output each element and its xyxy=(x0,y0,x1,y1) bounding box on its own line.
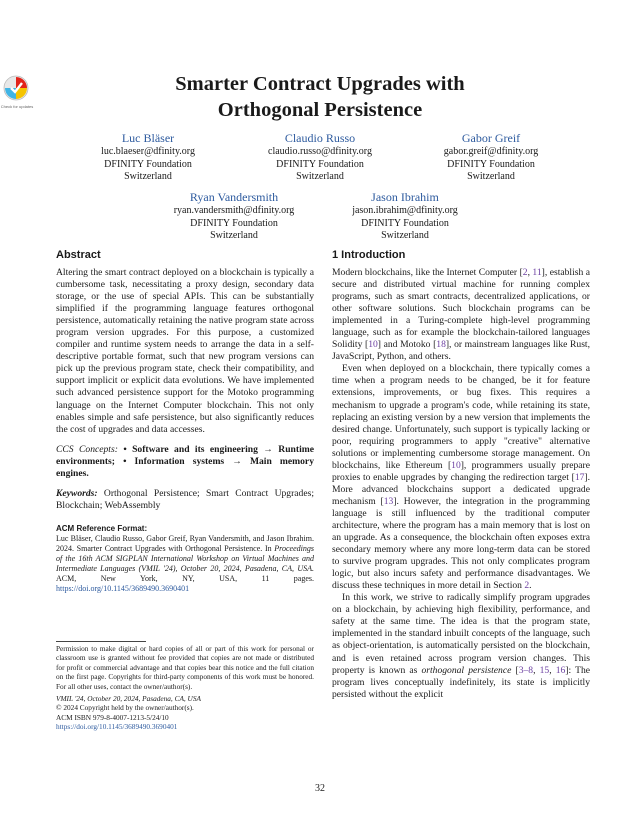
author-name: Luc Bläser xyxy=(121,131,175,145)
intro-paragraph-3: In this work, we strive to radically simplify program upgrades on a blockchain, by achieving high flexibility, performance, and safety at the same time. The idea is that the program state, implemented in the standard inbuilt concepts of the language, such as object-orientation, is automatically persisted on the blockchain, and is even retained across program version changes. This property is known as orthogonal persistence [3–8, 15, 16]: The program lives conceptually indefinitely, its state is implicitly persisted without the explicit xyxy=(332,592,591,700)
author-name: Ryan Vandersmith xyxy=(189,190,279,204)
acm-reference-heading: ACM Reference Format: xyxy=(56,523,148,533)
section-link[interactable]: 2 xyxy=(524,580,530,592)
author-country: Switzerland xyxy=(467,171,515,182)
citation-link[interactable]: 13 xyxy=(383,495,394,507)
author-affiliation: DFINITY Foundation xyxy=(361,217,449,229)
author-country: Switzerland xyxy=(124,171,172,182)
author-affiliation: DFINITY Foundation xyxy=(104,158,192,170)
author-email: ryan.vandersmith@dfinity.org xyxy=(173,205,295,216)
paper-title-line2: Orthogonal Persistence xyxy=(217,99,423,121)
permission-isbn: ACM ISBN 979-8-4007-1213-5/24/10 xyxy=(56,712,169,722)
author-country: Switzerland xyxy=(381,230,429,241)
author-affiliation: DFINITY Foundation xyxy=(447,158,535,170)
paper-title xyxy=(0,71,640,123)
permission-block xyxy=(56,644,314,732)
emphasis-term: orthogonal persistence xyxy=(421,664,512,676)
permission-doi-link[interactable]: https://doi.org/10.1145/3689490.3690401 xyxy=(56,722,178,732)
intro-paragraph-1: Modern blockchains, like the Internet Computer [2, 11], establish a secure and distributed virtual machine for running complex programs, such as smart contracts, decentralized applications, or other software solutions. Such blockchain programs can be implemented in a Turing-complete high-level programming language, such as for example the blockchain-tailored languages Solidity [10] and Motoko [18], or mainstream languages like Rust, JavaScript, Python, and others. xyxy=(332,267,590,363)
citation-link[interactable]: 18 xyxy=(436,339,446,351)
citation-link[interactable]: 10 xyxy=(368,339,378,351)
author-email: luc.blaeser@dfinity.org xyxy=(101,146,195,157)
permission-venue: VMIL '24, October 20, 2024, Pasadena, CA, USA xyxy=(56,694,201,704)
ccs-label: CCS Concepts: xyxy=(56,443,118,455)
author-email: jason.ibrahim@dfinity.org xyxy=(352,205,458,216)
author-affiliation: DFINITY Foundation xyxy=(276,158,364,170)
author-name: Jason Ibrahim xyxy=(371,190,439,204)
author-name: Claudio Russo xyxy=(284,131,356,145)
author-affiliation: DFINITY Foundation xyxy=(190,217,278,229)
permission-text: Permission to make digital or hard copies of all or part of this work for personal or classroom use is granted without fee provided that copies are not made or distributed for profit or commercial advantage and that copies bear this notice and the full citation on the first page. Copyrights for third-party components of this work must be honored. For all other uses, contact the owner/author(s). xyxy=(56,644,314,691)
check-for-updates-label: Check for updates xyxy=(0,104,34,109)
author-block xyxy=(154,190,314,243)
author-block xyxy=(411,131,571,184)
citation-link[interactable]: 10 xyxy=(451,459,461,471)
citation-link[interactable]: 17 xyxy=(574,471,585,483)
author-block xyxy=(68,131,228,184)
intro-paragraph-2: Even when deployed on a blockchain, there typically comes a time when a program needs to be changed, be it for feature extensions, improvements, or bug fixes. This requires a mechanism to upgrade a program's code, while retaining its state, replacing an existing version by a new version that implements the desired change. Unfortunately, such support is typically lacking or poor, requiring programmers to apply "creative" alternative solutions or implementing cumbersome storage management. On blockchains, like Ethereum [10], programmers usually prepare proxies to enable upgrades by changing the redirection target [17]. More advanced blockchains support a dedicated upgrade mechanism [13]. However, the integration in the programming language is still influenced by the traditional computer architecture, where the program has a main memory that is lost on an upgrade. As a consequence, the blockchain often exposes extra secondary memory where any more long-term data can be stored to survive program upgrades. This not only complicates program logic, but also incurs safety and performance disadvantages. We discuss these techniques in more detail in Section 2. xyxy=(332,363,590,592)
citation-link[interactable]: 2 xyxy=(522,267,528,278)
author-email: gabor.greif@dfinity.org xyxy=(443,146,539,157)
acm-reference-publisher: ACM, New York, NY, USA, 11 pages. xyxy=(56,574,314,584)
introduction-heading: 1 Introduction xyxy=(332,249,406,261)
ccs-text: • Software and its engineering → Runtime environments; • Information systems → Main memory engines. xyxy=(56,443,314,479)
acm-reference-doi-link[interactable]: https://doi.org/10.1145/3689490.3690401 xyxy=(56,584,190,594)
page-number: 32 xyxy=(315,783,325,794)
citation-link[interactable]: 11 xyxy=(532,267,542,278)
acm-reference-venue: Proceedings of the 16th ACM SIGPLAN International Workshop on Virtual Machines and Intermediate Languages (VMIL '24), October 20, 2024, Pasadena, CA, USA. xyxy=(56,543,314,574)
author-email: claudio.russo@dfinity.org xyxy=(268,146,372,157)
keywords xyxy=(56,488,314,512)
author-block xyxy=(325,190,485,243)
keywords-text: Orthogonal Persistence; Smart Contract Upgrades; Blockchain; WebAssembly xyxy=(56,487,314,511)
citation-link[interactable]: 3–8 xyxy=(518,664,534,676)
author-country: Switzerland xyxy=(210,230,258,241)
keywords-label: Keywords: xyxy=(56,487,98,499)
permission-copyright: © 2024 Copyright held by the owner/author(s). xyxy=(56,703,194,713)
paper-title-line1: Smarter Contract Upgrades with xyxy=(175,73,465,95)
author-name: Gabor Greif xyxy=(461,131,521,145)
citation-link[interactable]: 15 xyxy=(539,664,550,676)
author-block xyxy=(240,131,400,184)
abstract-text: Altering the smart contract deployed on a blockchain is typically a cumbersome task, necessitating a proxy design, secondary data storage, or the use of special APIs. This can be substantially simplified if the programming language features orthogonal persistence, automatically retaining the native program state across program version upgrades. For this purpose, a customized compiler and runtime system needs to arrange the data in a self-descriptive portable format, such that new program versions can pick up the previous program state, check their compatibility, and support implicit or explicit data evolutions. We have implemented such advanced persistence support for the Motoko programming language on the Internet Computer blockchain. This not only enables simple and safe persistence, but also significantly reduces the cost of upgrades and data accesses. xyxy=(56,267,314,435)
right-column xyxy=(332,248,590,701)
ccs-concepts xyxy=(56,444,314,480)
acm-reference-text xyxy=(56,534,314,595)
abstract-heading: Abstract xyxy=(56,249,101,261)
permission-divider xyxy=(56,641,146,642)
left-column xyxy=(56,248,314,594)
citation-link[interactable]: 16 xyxy=(555,664,566,676)
acm-reference-authors: Luc Bläser, Claudio Russo, Gabor Greif, Ryan Vandersmith, and Jason Ibrahim. 2024. Smarter Contract Upgrades with Orthogonal Persistence. In xyxy=(56,533,314,553)
author-country: Switzerland xyxy=(296,171,344,182)
